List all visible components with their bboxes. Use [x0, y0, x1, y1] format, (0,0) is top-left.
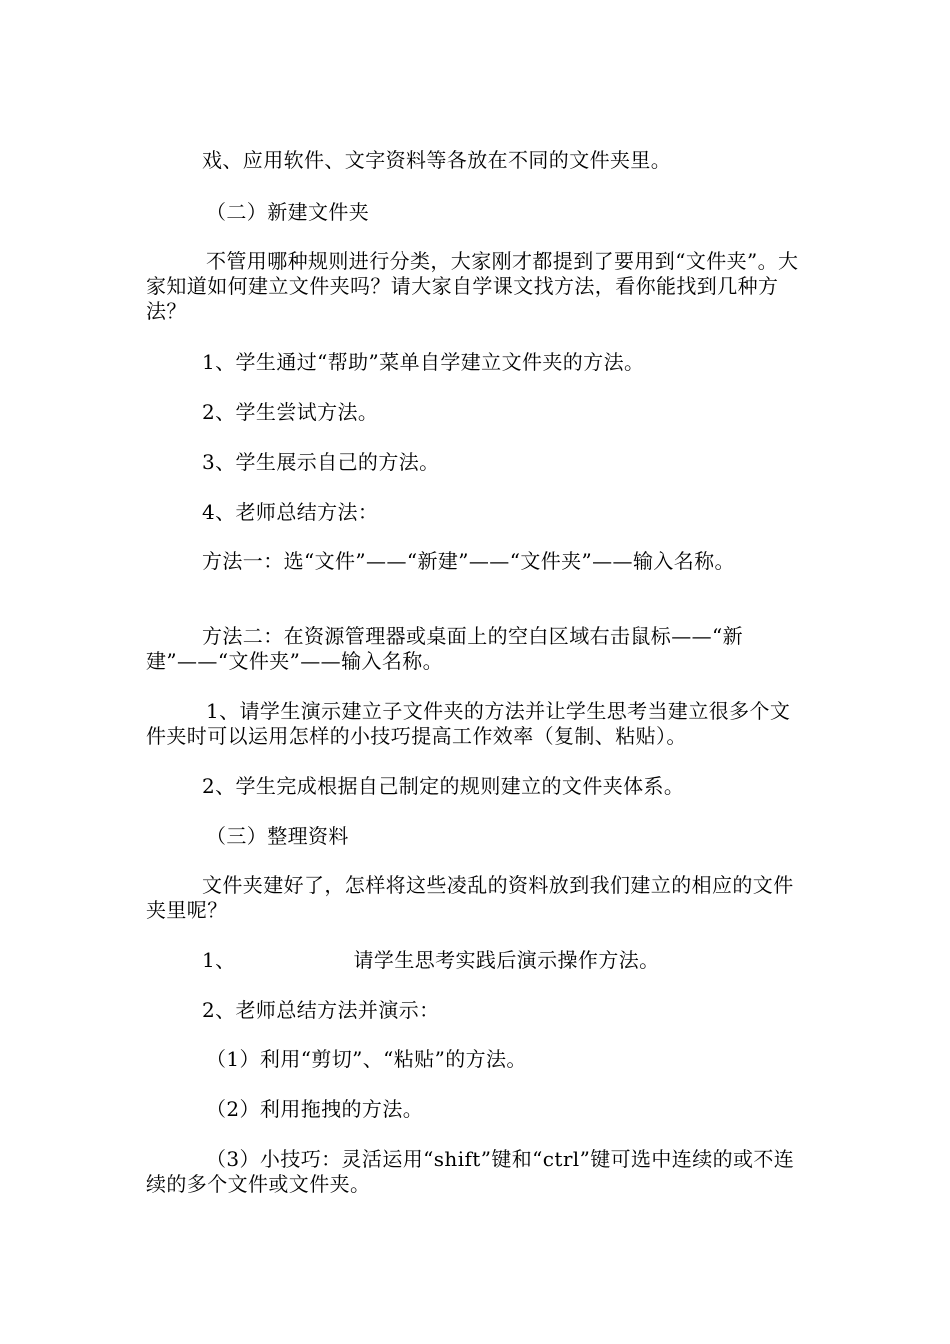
paragraph: 1、请学生演示建立子文件夹的方法并让学生思考当建立很多个文件夹时可以运用怎样的小技巧提高工作效率（复制、粘贴）。 — [146, 699, 791, 748]
list-item: 2、学生尝试方法。 — [202, 400, 379, 424]
paragraph: 方法二：在资源管理器或桌面上的空白区域右击鼠标——“新建”——“文件夹”——输入名称。 — [146, 624, 744, 673]
paragraph: 文件夹建好了，怎样将这些凌乱的资料放到我们建立的相应的文件夹里呢？ — [146, 873, 794, 922]
list-number: 1、 — [202, 948, 236, 972]
section-heading: （二）新建文件夹 — [206, 200, 370, 224]
list-item-text: 请学生思考实践后演示操作方法。 — [353, 948, 660, 972]
section-heading: （三）整理资料 — [206, 824, 349, 848]
list-item: 2、学生完成根据自己制定的规则建立的文件夹体系。 — [202, 774, 685, 798]
list-item: （3）小技巧：灵活运用“shift”键和“ctrl”键可选中连续的或不连续的多个文件或文件夹。 — [146, 1147, 795, 1196]
list-item: 2、老师总结方法并演示： — [202, 998, 440, 1022]
list-item — [146, 948, 808, 973]
paragraph: 戏、应用软件、文字资料等各放在不同的文件夹里。 — [202, 148, 672, 172]
paragraph: 方法一：选“文件”——“新建”——“文件夹”——输入名称。 — [202, 549, 735, 573]
list-item: 3、学生展示自己的方法。 — [202, 450, 440, 474]
list-item: 4、老师总结方法： — [202, 500, 379, 524]
list-item: （1）利用“剪切”、“粘贴”的方法。 — [206, 1047, 527, 1071]
paragraph: 不管用哪种规则进行分类，大家刚才都提到了要用到“文件夹”。大家知道如何建立文件夹吗？请大家自学课文找方法，看你能找到几种方法？ — [146, 249, 799, 323]
list-item: （2）利用拖拽的方法。 — [206, 1097, 424, 1121]
list-item: 1、学生通过“帮助”菜单自学建立文件夹的方法。 — [202, 350, 645, 374]
